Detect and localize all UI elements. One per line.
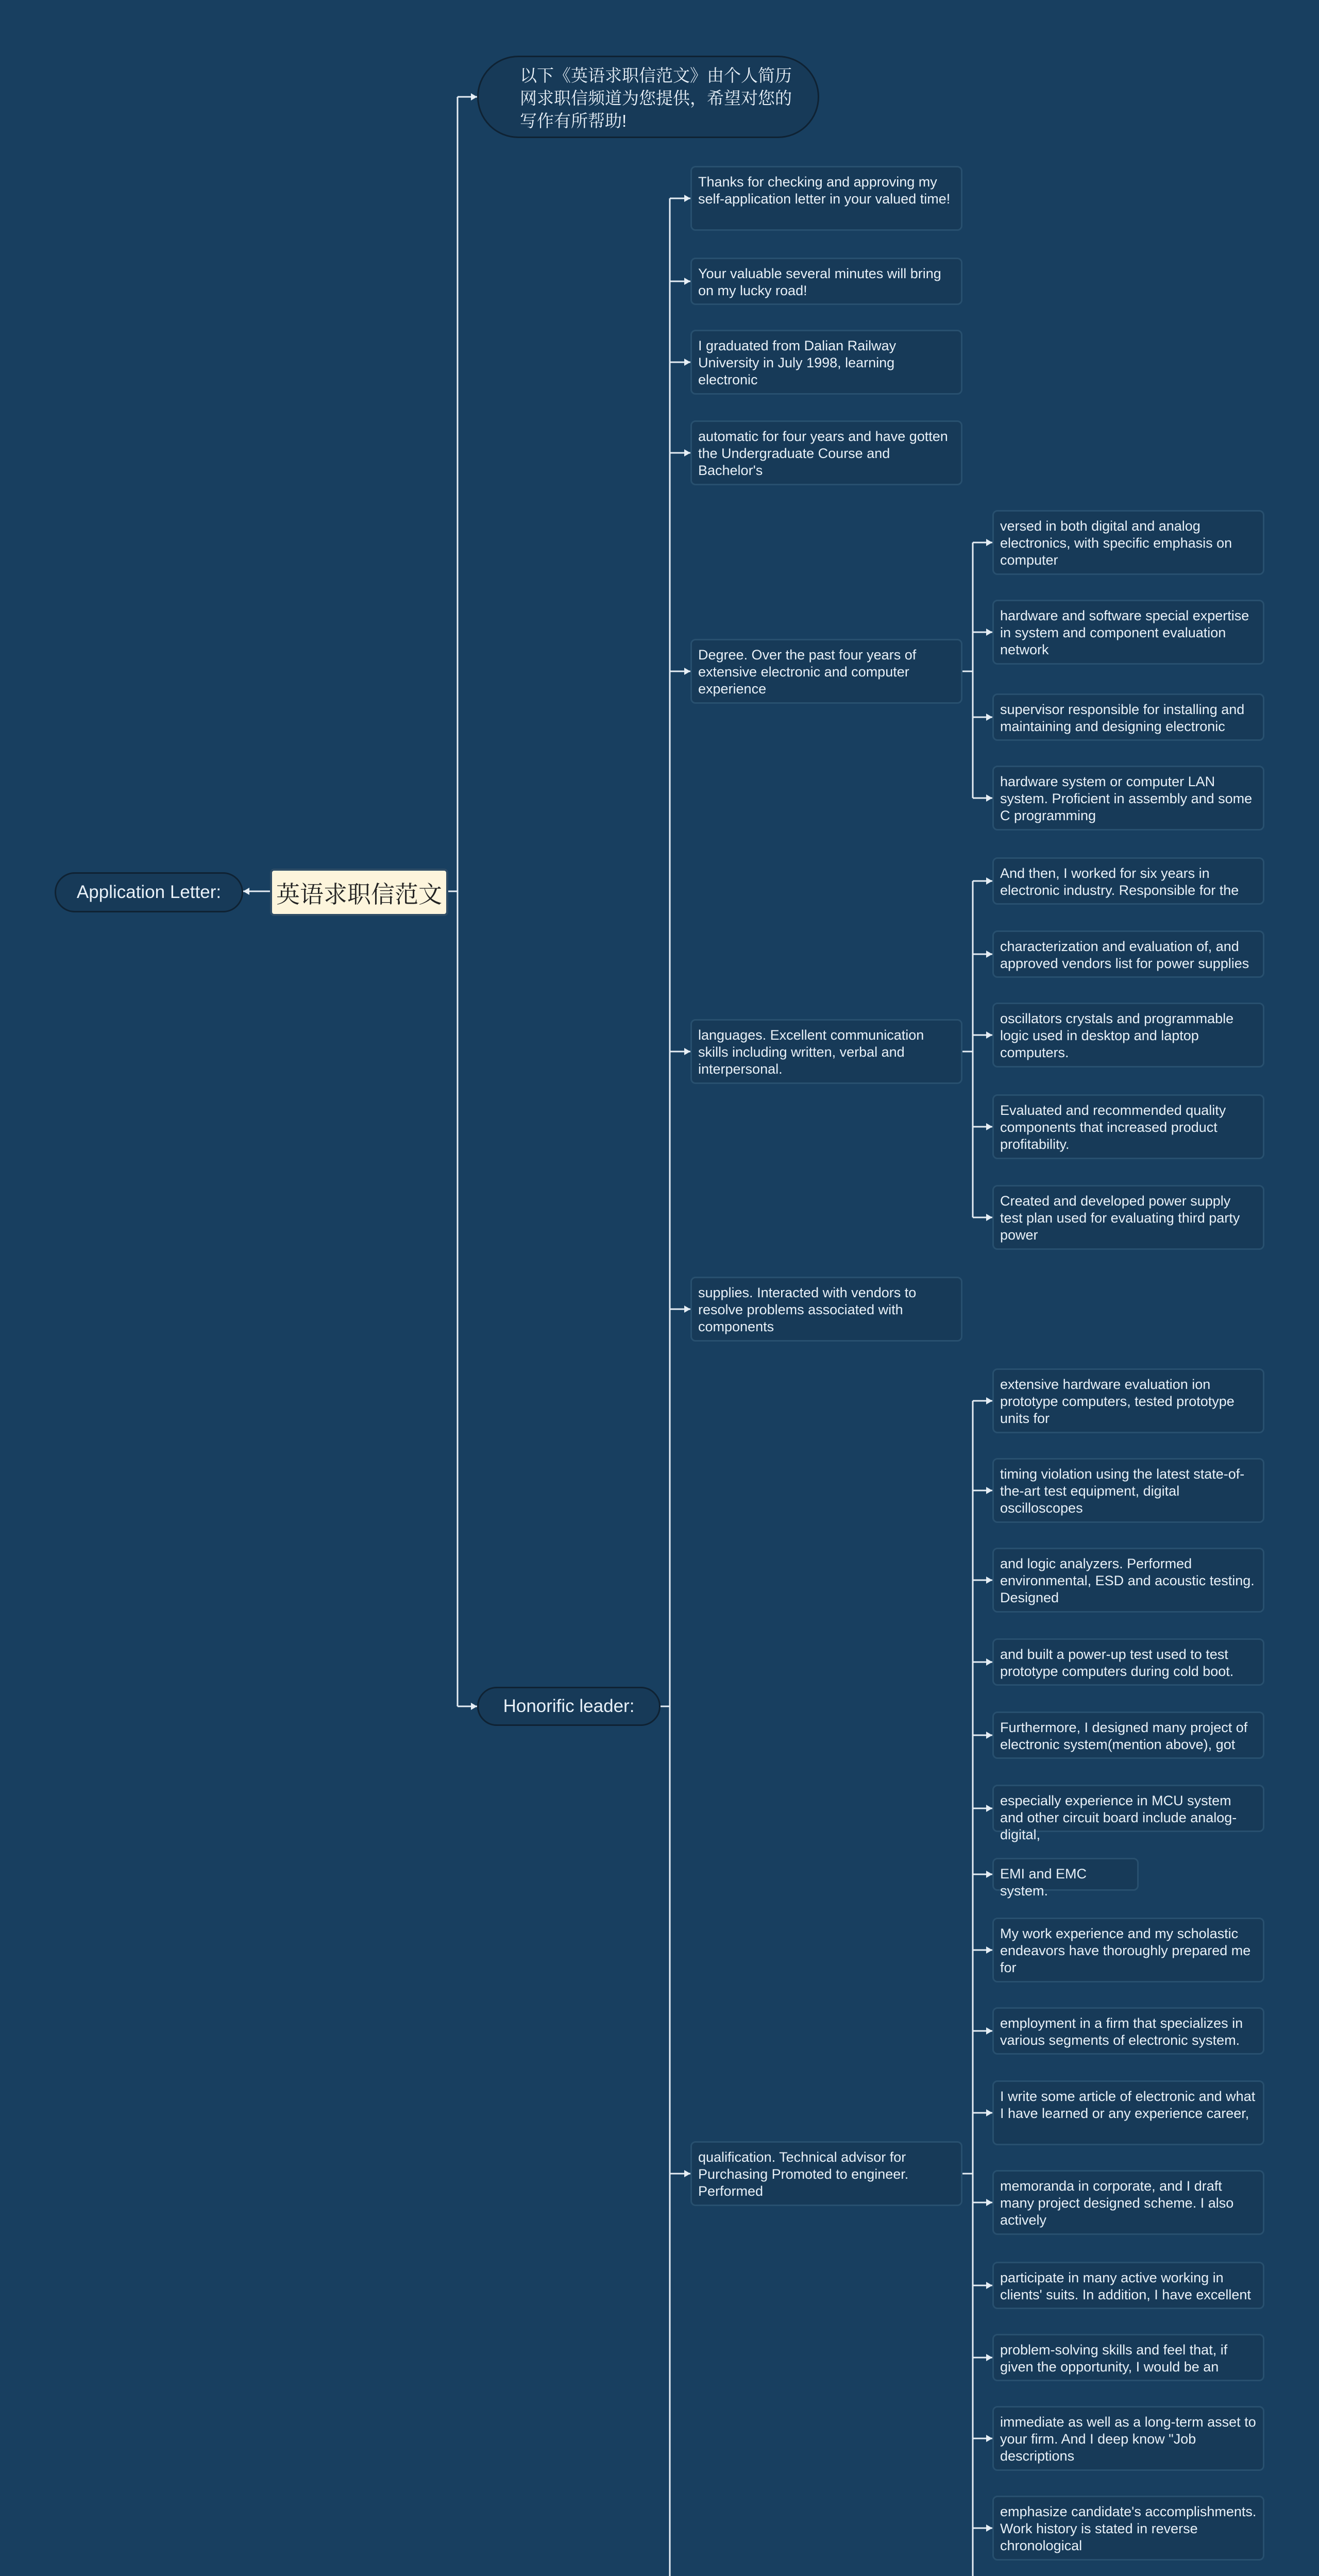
intro-node[interactable]: 以下《英语求职信范文》由个人简历网求职信频道为您提供，希望对您的写作有所帮助! [477, 56, 819, 138]
right_languages-node-2[interactable]: characterization and evaluation of, and approved vendors list for power supplies [992, 930, 1264, 978]
right_qualification-node-3[interactable]: and logic analyzers. Performed environmental, ESD and acoustic testing. Designed [992, 1548, 1264, 1613]
right_qualification-node-6[interactable]: especially experience in MCU system and other circuit board include analog-digital, [992, 1785, 1264, 1832]
right_qualification-node-9[interactable]: employment in a firm that specializes in various segments of electronic system. [992, 2007, 1264, 2055]
right_qualification-node-2[interactable]: timing violation using the latest state-of-the-art test equipment, digital oscilloscopes [992, 1458, 1264, 1523]
right_qualification-node-15[interactable]: emphasize candidate's accomplishments. Work history is stated in reverse chronological [992, 2496, 1264, 2561]
right_degree-node-4[interactable]: hardware system or computer LAN system. Proficient in assembly and some C programming [992, 766, 1264, 831]
right_qualification-node-5[interactable]: Furthermore, I designed many project of electronic system(mention above), got [992, 1711, 1264, 1759]
right_languages-node-4[interactable]: Evaluated and recommended quality components that increased product profitability. [992, 1094, 1264, 1159]
mid-node-2[interactable]: Your valuable several minutes will bring on my lucky road! [690, 258, 962, 305]
leader-node[interactable]: Honorific leader: [477, 1687, 661, 1726]
right_qualification-node-12[interactable]: participate in many active working in clients' suits. In addition, I have excellent [992, 2262, 1264, 2309]
root-node[interactable]: 英语求职信范文 [270, 869, 448, 916]
mid-node-3[interactable]: I graduated from Dalian Railway University in July 1998, learning electronic [690, 330, 962, 395]
right_degree-node-2[interactable]: hardware and software special expertise in system and component evaluation network [992, 600, 1264, 665]
right_degree-node-1[interactable]: versed in both digital and analog electronics, with specific emphasis on computer [992, 510, 1264, 575]
right_qualification-node-10[interactable]: I write some article of electronic and what I have learned or any experience career, [992, 2080, 1264, 2145]
right_qualification-node-8[interactable]: My work experience and my scholastic endeavors have thoroughly prepared me for [992, 1918, 1264, 1982]
right_qualification-node-7[interactable]: EMI and EMC system. [992, 1858, 1139, 1891]
right_qualification-node-13[interactable]: problem-solving skills and feel that, if given the opportunity, I would be an [992, 2334, 1264, 2381]
mid-node-4[interactable]: automatic for four years and have gotten the Undergraduate Course and Bachelor's [690, 420, 962, 485]
right_languages-node-3[interactable]: oscillators crystals and programmable logic used in desktop and laptop computers. [992, 1003, 1264, 1067]
left-node-application-letter[interactable]: Application Letter: [55, 872, 243, 912]
right_qualification-node-11[interactable]: memoranda in corporate, and I draft many project designed scheme. I also actively [992, 2170, 1264, 2235]
right_qualification-node-4[interactable]: and built a power-up test used to test prototype computers during cold boot. [992, 1638, 1264, 1686]
right_languages-node-1[interactable]: And then, I worked for six years in electronic industry. Responsible for the [992, 857, 1264, 905]
mid-node-1[interactable]: Thanks for checking and approving my self-application letter in your valued time! [690, 166, 962, 231]
right_qualification-node-1[interactable]: extensive hardware evaluation ion prototype computers, tested prototype units for [992, 1368, 1264, 1433]
mid-node-5[interactable]: Degree. Over the past four years of extensive electronic and computer experience [690, 639, 962, 704]
right_qualification-node-14[interactable]: immediate as well as a long-term asset to your firm. And I deep know "Job descriptions [992, 2406, 1264, 2471]
mid-node-8[interactable]: qualification. Technical advisor for Purchasing Promoted to engineer. Performed [690, 2141, 962, 2206]
right_degree-node-3[interactable]: supervisor responsible for installing and maintaining and designing electronic [992, 693, 1264, 741]
right_languages-node-5[interactable]: Created and developed power supply test plan used for evaluating third party power [992, 1185, 1264, 1250]
mid-node-7[interactable]: supplies. Interacted with vendors to resolve problems associated with components [690, 1277, 962, 1342]
mid-node-6[interactable]: languages. Excellent communication skills including written, verbal and interpersonal. [690, 1019, 962, 1084]
